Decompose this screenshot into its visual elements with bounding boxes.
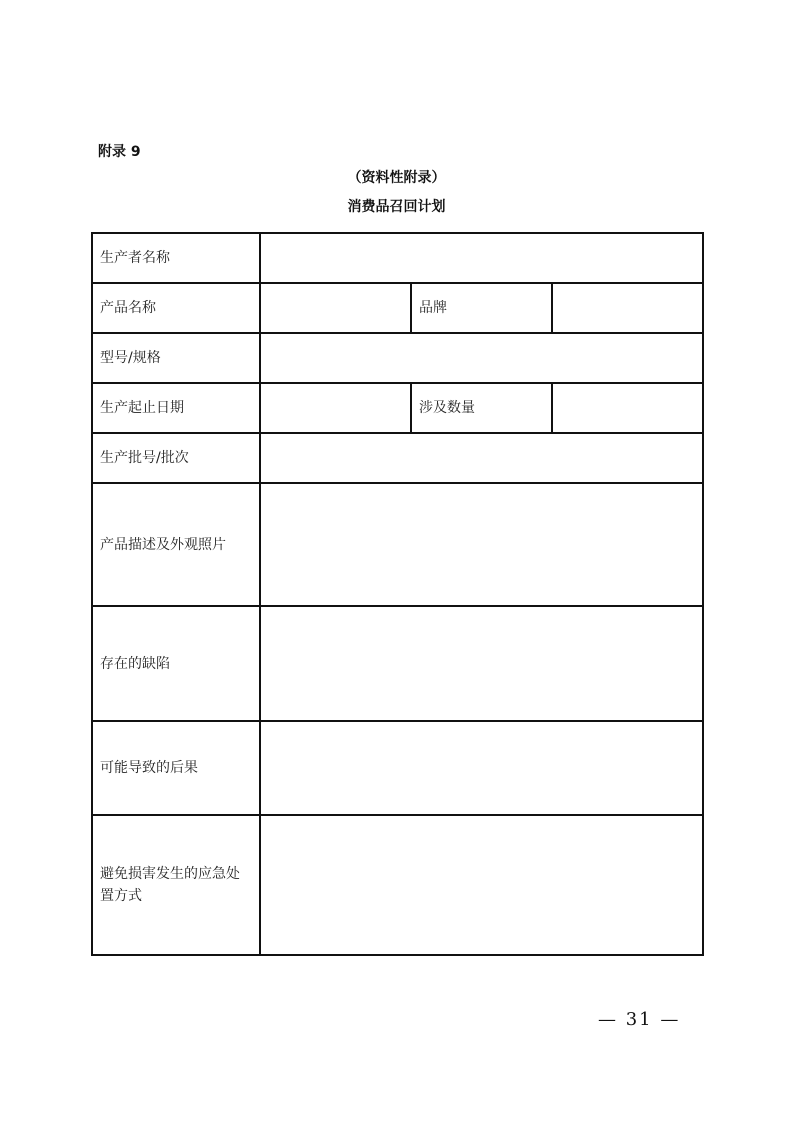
defects-field[interactable] (260, 606, 703, 721)
producer-name-label: 生产者名称 (92, 233, 260, 283)
product-name-field[interactable] (260, 283, 411, 333)
description-field[interactable] (260, 483, 703, 606)
emergency-label: 避免损害发生的应急处置方式 (92, 815, 260, 955)
quantity-involved-label: 涉及数量 (411, 383, 552, 433)
form-row-emergency (92, 815, 703, 955)
form-row-producer (92, 233, 703, 283)
form-row-batch (92, 433, 703, 483)
batch-field[interactable] (260, 433, 703, 483)
document-title: 消费品召回计划 (347, 199, 446, 215)
emergency-field[interactable] (260, 815, 703, 955)
producer-name-field[interactable] (260, 233, 703, 283)
page-number: — 31 — (598, 1009, 681, 1030)
form-row-defects (92, 606, 703, 721)
batch-label: 生产批号/批次 (92, 433, 260, 483)
production-dates-label: 生产起止日期 (92, 383, 260, 433)
description-label: 产品描述及外观照片 (92, 483, 260, 606)
consequences-field[interactable] (260, 721, 703, 815)
production-dates-field[interactable] (260, 383, 411, 433)
brand-field[interactable] (552, 283, 703, 333)
form-row-consequences (92, 721, 703, 815)
defects-label: 存在的缺陷 (92, 606, 260, 721)
appendix-label: 附录 9 (98, 144, 141, 160)
form-row-product (92, 283, 703, 333)
model-spec-field[interactable] (260, 333, 703, 383)
product-name-label: 产品名称 (92, 283, 260, 333)
form-row-description (92, 483, 703, 606)
quantity-involved-field[interactable] (552, 383, 703, 433)
brand-label: 品牌 (411, 283, 552, 333)
model-spec-label: 型号/规格 (92, 333, 260, 383)
document-subtitle: （资料性附录） (347, 170, 446, 186)
form-row-dates (92, 383, 703, 433)
consequences-label: 可能导致的后果 (92, 721, 260, 815)
form-row-model (92, 333, 703, 383)
recall-plan-form (91, 232, 704, 956)
